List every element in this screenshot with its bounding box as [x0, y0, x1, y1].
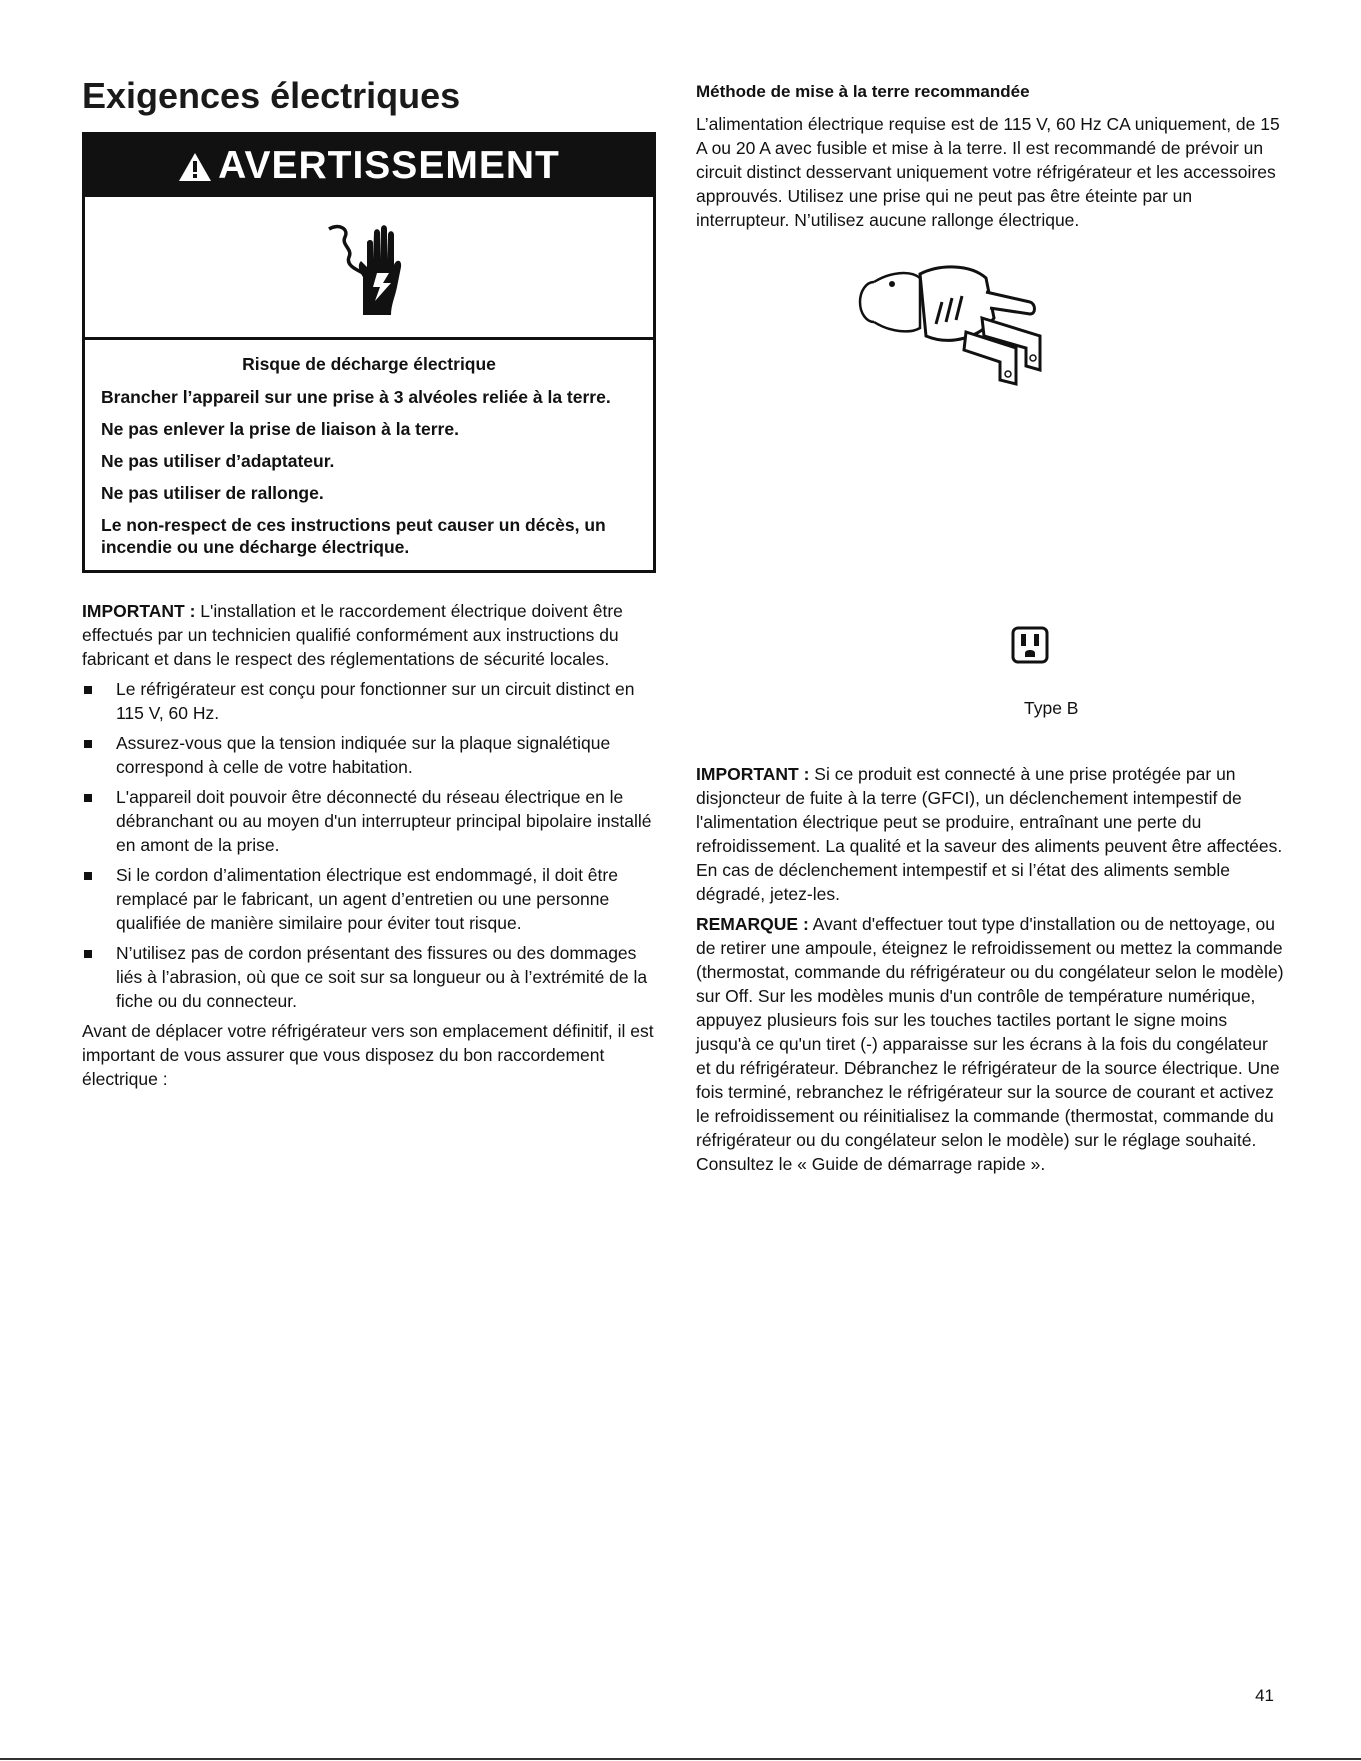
list-item-text: Assurez-vous que la tension indiquée sur la plaque signalétique correspond à celle de votre habitation.: [116, 732, 611, 777]
left-column: [82, 76, 664, 1091]
important-paragraph: [82, 599, 664, 671]
important-label: IMPORTANT :: [696, 764, 810, 784]
list-item: [82, 863, 664, 935]
important-label: IMPORTANT :: [82, 600, 196, 621]
grounded-plug-icon: [850, 262, 1074, 392]
bullet-square-icon: [84, 740, 92, 748]
warning-triangle-icon: [178, 152, 212, 182]
type-b-outlet-icon: [1011, 626, 1049, 664]
requirements-list: [82, 677, 664, 1013]
outlet-type-label: Type B: [1024, 698, 1079, 718]
list-item: [82, 941, 664, 1013]
page-number: 41: [1255, 1686, 1274, 1705]
bottom-rule: [0, 1758, 1361, 1760]
grounding-subhead: Méthode de mise à la terre recommandée: [696, 82, 1030, 101]
list-item-text: L'appareil doit pouvoir être déconnecté du réseau électrique en le débranchant ou au moyen d'un interrupteur principal bipolaire installé en amont de la prise.: [116, 786, 652, 855]
list-item: [82, 785, 664, 857]
important-text: Si ce produit est connecté à une prise protégée par un disjoncteur de fuite à la terre (GFCI), un déclenchement intempestif de l'alimentation électrique peut se produire, entraînant une perte du refroidissement. La qualité et la saveur des aliments peuvent être affectées. En cas de déclenchement intempestif et si l’état des aliments semble dégradé, jetez-les.: [696, 764, 1283, 904]
list-item-text: N’utilisez pas de cordon présentant des fissures ou des dommages liés à l’abrasion, où que ce soit sur sa longueur ou à l’extrémité de la fiche ou du connecteur.: [116, 942, 648, 1011]
remarque-label: REMARQUE :: [696, 914, 809, 934]
warning-line: Ne pas enlever la prise de liaison à la terre.: [101, 418, 459, 439]
plug-illustration: [696, 232, 1286, 718]
bullet-square-icon: [84, 794, 92, 802]
remarque-paragraph: [696, 912, 1286, 1176]
gfci-important-paragraph: [696, 762, 1286, 906]
bullet-square-icon: [84, 686, 92, 694]
warning-icon-area: [85, 197, 653, 340]
list-item: [82, 731, 664, 779]
grounding-intro: L’alimentation électrique requise est de 115 V, 60 Hz CA uniquement, de 15 A ou 20 A avec fusible et mise à la terre. Il est recommandé de prévoir un circuit distinct desservant uniquement votre réfrigérateur et les accessoires approuvés. Utilisez une prise qui ne peut pas être éteinte par un interrupteur. N’utilisez aucune rallonge électrique.: [696, 114, 1280, 230]
warning-body: [85, 340, 653, 570]
list-item-text: Le réfrigérateur est conçu pour fonctionner sur un circuit distinct en 115 V, 60 Hz.: [116, 678, 635, 723]
list-item: [82, 677, 664, 725]
warning-header-text: AVERTISSEMENT: [218, 143, 560, 187]
warning-header: [85, 135, 653, 197]
closing-paragraph: Avant de déplacer votre réfrigérateur vers son emplacement définitif, il est important de vous assurer que vous disposez du bon raccordement électrique :: [82, 1020, 654, 1089]
electrical-shock-hand-icon: [319, 215, 419, 319]
warning-line: Ne pas utiliser d’adaptateur.: [101, 450, 335, 471]
bullet-square-icon: [84, 950, 92, 958]
warning-line: Ne pas utiliser de rallonge.: [101, 482, 324, 503]
list-item-text: Si le cordon d’alimentation électrique est endommagé, il doit être remplacé par le fabricant, un agent d’entretien ou une personne qualifiée de manière similaire pour éviter tout risque.: [116, 864, 618, 933]
warning-box: [82, 132, 656, 573]
important-text: L'installation et le raccordement électrique doivent être effectués par un technicien qualifié conformément aux instructions du fabricant et dans le respect des réglementations de sécurité locales.: [82, 600, 623, 669]
warning-line: Brancher l’appareil sur une prise à 3 alvéoles reliée à la terre.: [101, 386, 611, 407]
bullet-square-icon: [84, 872, 92, 880]
warning-title: Risque de décharge électrique: [242, 353, 496, 374]
right-column: [696, 80, 1286, 1176]
remarque-text: Avant d'effectuer tout type d'installation ou de nettoyage, ou de retirer une ampoule, éteignez le refroidissement ou mettez la commande (thermostat, commande du réfrigérateur ou du congélateur selon le modèle) sur Off. Sur les modèles munis d'un contrôle de température numérique, appuyez plusieurs fois sur les touches tactiles portant le signe moins jusqu'à ce qu'un tiret (-) apparaisse sur les écrans à la fois du congélateur et du réfrigérateur. Débranchez le réfrigérateur de la source électrique. Une fois terminé, rebranchez le réfrigérateur sur la source de courant et activez le refroidissement ou réinitialisez la commande (thermostat, commande du réfrigérateur ou du congélateur selon le modèle) sur le réglage souhaité. Consultez le « Guide de démarrage rapide ».: [696, 914, 1284, 1174]
warning-line: Le non-respect de ces instructions peut causer un décès, un incendie ou une décharge électrique.: [101, 514, 606, 557]
page-title: Exigences électriques: [82, 75, 461, 116]
